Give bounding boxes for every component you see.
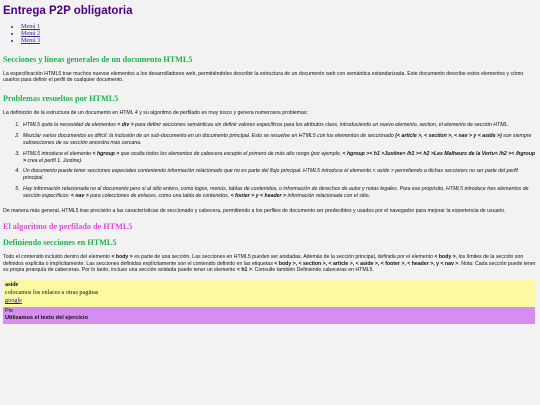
menu-link-1[interactable]: Menú 1 [21, 23, 41, 30]
problem-item [21, 133, 537, 147]
text-fragment: Hay información relacionada no al documento pero si al sitio entero, como logos, menús, tablas de contenidos, o información de derechos de autor y notas legales. Para ese propósito, HTML5 introduce tres elementos de sección específicos: [23, 185, 529, 199]
aside-panel [3, 280, 535, 307]
problem-item [21, 186, 537, 200]
code-fragment: < body > [111, 254, 133, 261]
text-fragment: que oculta todos los elementos de cabecera excepto el primero de más alto rango (por ejemplo, [119, 150, 343, 157]
text-fragment: Todo el contenido incluido dentro del elemento [3, 254, 112, 261]
section-text-outline: La especificación HTML5 trae muchos nuevos elementos a los desarrolladores web, permitiéndoles describir la estructura de un documento web con semántica estandarizada. Este documento describe estos elementos y cómo usarlos para definir el perfil de cualquier documento. [3, 70, 524, 84]
section-heading-algorithm: El algoritmo de perfilado de HTML5 [3, 222, 133, 232]
text-fragment: . Nota: Cada sección puede tener su propia jerarquía de cabeceras. Por lo tanto, incluso una sección anidada puede tener un elemento [3, 260, 536, 274]
footer-label: Pie [5, 307, 14, 314]
text-fragment: para colecciones de enlaces, como una tabla de contenidos, [88, 192, 231, 199]
menu-link-3[interactable]: Menú 3 [21, 37, 41, 45]
code-fragment: < body >, < section >, < article >, < aside >, < footer >, < header >, y < nav > [274, 260, 459, 267]
page-header [3, 5, 537, 17]
code-fragment: < hgroup > [92, 150, 120, 157]
text-fragment: . Consulte también Definiendo cabeceras en HTML5. [251, 267, 374, 274]
aside-text: colocamos los enlaces a otras paginas [5, 288, 99, 296]
problems-intro: La definición de la estructura de un documento en HTML 4 y su algoritmo de perfilado es muy tosco y genera numerosos problemas: [3, 109, 308, 116]
text-fragment: Mezclar varios documentos es difícil: la inclusión de un sub-documento en un documento principal. Esto se resuelve en HTML5 con los elementos de seccionado [23, 133, 396, 140]
problem-item [21, 151, 537, 165]
text-fragment: es parte de una sección. Las secciones en HTML5 pueden ser anidadas. Además de la sección principal, definida por el elemento [132, 254, 435, 261]
code-fragment: < hgroup >< h1 >Justine< /h1 >< h2 >Les Malheurs de la Vertu< /h2 >< /hgroup > [23, 150, 536, 164]
aside-link-google[interactable]: google [5, 296, 22, 304]
code-fragment: (< article >, < section >, < nav > y < aside >) [395, 133, 502, 140]
code-fragment: < body > [434, 254, 456, 261]
section-text-defining [3, 254, 537, 274]
text-fragment: , los límites de la sección son definidos explícita o implícitamente. Las secciones definidas explícitamente son el contenido definido en las etiquetas [3, 254, 524, 267]
main-menu [3, 23, 537, 45]
section-heading-problems: Problemas resueltos por HTML5 [3, 93, 119, 103]
text-fragment: HTML5 quita la necesidad de elementos [23, 122, 118, 129]
code-fragment: < nav > [70, 192, 89, 199]
text-fragment: son siempre subsecciones de su sección ancestra más cercana. [23, 133, 532, 146]
section-heading-defining: Definiendo secciones en HTML5 [3, 238, 117, 248]
text-fragment: información relacionada con el sitio. [286, 192, 370, 199]
aside-title: aside [5, 280, 19, 288]
menu-link-2[interactable]: Menú 2 [21, 30, 41, 38]
section-outline [3, 55, 537, 84]
code-fragment: < div > [117, 122, 134, 129]
problem-item [21, 168, 537, 182]
menu-item-1 [21, 23, 537, 30]
problems-list [3, 122, 537, 199]
text-fragment: HTML5 introduce el elemento [23, 150, 93, 157]
section-algorithm [3, 222, 537, 231]
menu-item-3 [21, 37, 537, 44]
section-defining [3, 238, 537, 274]
page-title: Entrega P2P obligatoria [3, 5, 133, 17]
problem-item [21, 122, 537, 129]
code-fragment: < footer > y < header > [230, 192, 287, 199]
text-fragment: para definir secciones semánticas sin definir valores específicos para los atributos class, introduciendo un nuevo elemento, section, el elemento de sección HTML. [133, 122, 509, 129]
page-footer [3, 307, 535, 324]
text-fragment: crea el perfil 1. Justine). [26, 157, 83, 164]
footer-text: Utilizamos el texto del ejercicio [5, 314, 89, 321]
code-fragment: < h1 > [236, 267, 252, 274]
problems-outro: De manera más general, HTML5 trae precisión a las características de seccionado y cabecera, permitiendo a los perfiles de documento ser predecibles y usados por el navegador para mejorar la experiencia de usuario. [3, 207, 506, 214]
text-fragment: Un documento puede tener secciones especiales conteniendo información relacionado que no es parte del flujo principal. HTML5 introduce el elemento < aside > permitiendo a dichas secciones no ser parte del perfil principal. [23, 168, 518, 182]
menu-list [3, 23, 537, 45]
section-heading-outline: Secciones y líneas generales de un documento HTML5 [3, 54, 193, 64]
section-problems [3, 94, 537, 214]
menu-item-2 [21, 30, 537, 37]
